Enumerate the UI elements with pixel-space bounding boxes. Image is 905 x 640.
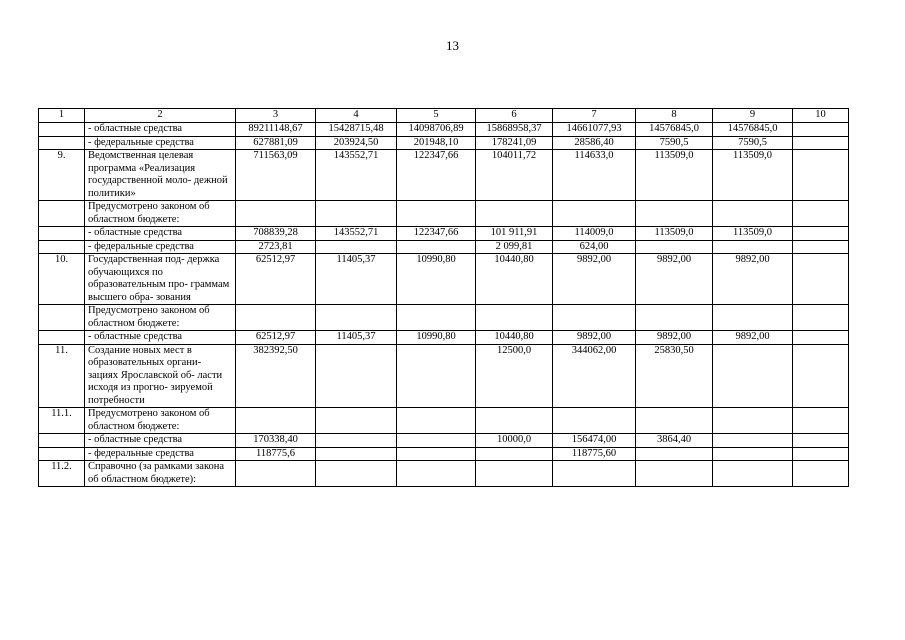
column-header: 10 (793, 109, 849, 123)
column-number-row (39, 109, 849, 123)
row-value (316, 240, 397, 254)
row-value: 14576845,0 (713, 123, 793, 137)
table-row (39, 254, 849, 305)
row-value (236, 305, 316, 331)
row-value: 10440,80 (476, 331, 553, 345)
row-value (397, 434, 476, 448)
table-row (39, 227, 849, 241)
row-value (793, 254, 849, 305)
row-value: 3864,40 (636, 434, 713, 448)
row-number: 11.2. (39, 461, 85, 487)
row-value: 10440,80 (476, 254, 553, 305)
row-number (39, 227, 85, 241)
row-value (476, 305, 553, 331)
row-value: 9892,00 (713, 254, 793, 305)
table-row (39, 344, 849, 408)
row-value: 28586,40 (553, 136, 636, 150)
row-value: 62512,97 (236, 254, 316, 305)
row-value: 2723,81 (236, 240, 316, 254)
row-value (636, 201, 713, 227)
row-value: 9892,00 (713, 331, 793, 345)
row-value: 178241,09 (476, 136, 553, 150)
row-value (236, 201, 316, 227)
column-header: 4 (316, 109, 397, 123)
row-value: 14661077,93 (553, 123, 636, 137)
row-value (793, 240, 849, 254)
row-value (713, 447, 793, 461)
row-value (636, 408, 713, 434)
row-number (39, 123, 85, 137)
row-value (636, 305, 713, 331)
row-value: 9892,00 (636, 254, 713, 305)
row-value (476, 201, 553, 227)
row-value: 10990,80 (397, 331, 476, 345)
row-value: 11405,37 (316, 331, 397, 345)
row-number (39, 434, 85, 448)
row-value (397, 305, 476, 331)
table-body (39, 109, 849, 487)
row-value: 114633,0 (553, 150, 636, 201)
row-value (713, 408, 793, 434)
row-value (397, 344, 476, 408)
row-value (397, 201, 476, 227)
row-value (713, 344, 793, 408)
row-name: Ведомственная целевая программа «Реализация государственной моло- дежной политики» (85, 150, 236, 201)
row-value: 2 099,81 (476, 240, 553, 254)
row-value (793, 136, 849, 150)
row-value (316, 408, 397, 434)
row-value (397, 408, 476, 434)
column-header: 6 (476, 109, 553, 123)
row-value: 9892,00 (553, 331, 636, 345)
table-row (39, 201, 849, 227)
row-name: Предусмотрено законом об областном бюджете: (85, 408, 236, 434)
row-value: 14576845,0 (636, 123, 713, 137)
table-row (39, 447, 849, 461)
row-value: 113509,0 (713, 227, 793, 241)
row-value: 113509,0 (636, 227, 713, 241)
row-value: 9892,00 (553, 254, 636, 305)
row-value (636, 461, 713, 487)
row-value: 14098706,89 (397, 123, 476, 137)
row-value: 15428715,48 (316, 123, 397, 137)
column-header: 1 (39, 109, 85, 123)
row-value (793, 331, 849, 345)
row-number: 9. (39, 150, 85, 201)
row-name: - федеральные средства (85, 240, 236, 254)
row-value: 122347,66 (397, 227, 476, 241)
row-value (316, 461, 397, 487)
row-name: - федеральные средства (85, 136, 236, 150)
row-number (39, 305, 85, 331)
row-name: Предусмотрено законом об областном бюджете: (85, 201, 236, 227)
row-value: 113509,0 (636, 150, 713, 201)
row-name: - областные средства (85, 123, 236, 137)
row-value (793, 408, 849, 434)
table-row (39, 305, 849, 331)
table-row (39, 434, 849, 448)
row-value: 11405,37 (316, 254, 397, 305)
row-value (553, 408, 636, 434)
row-value (397, 240, 476, 254)
row-value (793, 447, 849, 461)
budget-table (38, 108, 849, 487)
row-name: Государственная под- держка обучающихся по образовательным про- граммам высшего обра- зования (85, 254, 236, 305)
row-value: 62512,97 (236, 331, 316, 345)
row-value: 203924,50 (316, 136, 397, 150)
row-number (39, 136, 85, 150)
table-row (39, 150, 849, 201)
row-value (713, 461, 793, 487)
row-value (793, 227, 849, 241)
row-value (236, 461, 316, 487)
row-name: - федеральные средства (85, 447, 236, 461)
table-row (39, 136, 849, 150)
row-value (476, 461, 553, 487)
row-value (316, 447, 397, 461)
row-value: 627881,09 (236, 136, 316, 150)
table-row (39, 408, 849, 434)
row-value: 25830,50 (636, 344, 713, 408)
row-value (793, 305, 849, 331)
column-header: 9 (713, 109, 793, 123)
row-value: 104011,72 (476, 150, 553, 201)
row-number: 11.1. (39, 408, 85, 434)
row-name: Создание новых мест в образовательных органи- зациях Ярославской об- ласти исходя из прогно- зируемой потребности (85, 344, 236, 408)
row-value (397, 461, 476, 487)
row-name: - областные средства (85, 227, 236, 241)
row-value (397, 447, 476, 461)
row-value (316, 434, 397, 448)
row-value (793, 434, 849, 448)
row-number: 10. (39, 254, 85, 305)
row-value: 7590,5 (636, 136, 713, 150)
row-value (476, 408, 553, 434)
row-value: 143552,71 (316, 150, 397, 201)
row-name: Справочно (за рамками закона об областном бюджете): (85, 461, 236, 487)
row-value (476, 447, 553, 461)
row-value: 114009,0 (553, 227, 636, 241)
row-value: 118775,60 (553, 447, 636, 461)
row-value (236, 408, 316, 434)
page-number: 13 (446, 38, 459, 53)
column-header: 3 (236, 109, 316, 123)
table-row (39, 331, 849, 345)
row-number: 11. (39, 344, 85, 408)
row-value (316, 305, 397, 331)
row-value: 10990,80 (397, 254, 476, 305)
row-value: 122347,66 (397, 150, 476, 201)
row-value: 201948,10 (397, 136, 476, 150)
row-name: Предусмотрено законом об областном бюджете: (85, 305, 236, 331)
row-number (39, 331, 85, 345)
row-value: 624,00 (553, 240, 636, 254)
row-value: 344062,00 (553, 344, 636, 408)
row-value (713, 434, 793, 448)
row-value: 156474,00 (553, 434, 636, 448)
row-value (553, 201, 636, 227)
row-value: 382392,50 (236, 344, 316, 408)
row-value (793, 150, 849, 201)
row-value (316, 344, 397, 408)
row-value (793, 201, 849, 227)
table-row (39, 461, 849, 487)
row-value: 170338,40 (236, 434, 316, 448)
row-value: 113509,0 (713, 150, 793, 201)
row-number (39, 240, 85, 254)
row-value: 10000,0 (476, 434, 553, 448)
row-value: 708839,28 (236, 227, 316, 241)
row-value (713, 305, 793, 331)
row-value (793, 123, 849, 137)
table-row (39, 240, 849, 254)
row-value (636, 447, 713, 461)
row-value (793, 344, 849, 408)
row-value: 101 911,91 (476, 227, 553, 241)
row-value: 9892,00 (636, 331, 713, 345)
row-value: 7590,5 (713, 136, 793, 150)
row-value: 143552,71 (316, 227, 397, 241)
column-header: 7 (553, 109, 636, 123)
column-header: 2 (85, 109, 236, 123)
row-value: 711563,09 (236, 150, 316, 201)
row-number (39, 447, 85, 461)
column-header: 5 (397, 109, 476, 123)
row-name: - областные средства (85, 331, 236, 345)
table-row (39, 123, 849, 137)
row-value (316, 201, 397, 227)
row-number (39, 201, 85, 227)
row-value (713, 240, 793, 254)
row-value: 118775,6 (236, 447, 316, 461)
row-value: 15868958,37 (476, 123, 553, 137)
row-name: - областные средства (85, 434, 236, 448)
row-value (553, 461, 636, 487)
row-value: 12500,0 (476, 344, 553, 408)
row-value: 89211148,67 (236, 123, 316, 137)
row-value (713, 201, 793, 227)
row-value (636, 240, 713, 254)
row-value (793, 461, 849, 487)
row-value (553, 305, 636, 331)
column-header: 8 (636, 109, 713, 123)
